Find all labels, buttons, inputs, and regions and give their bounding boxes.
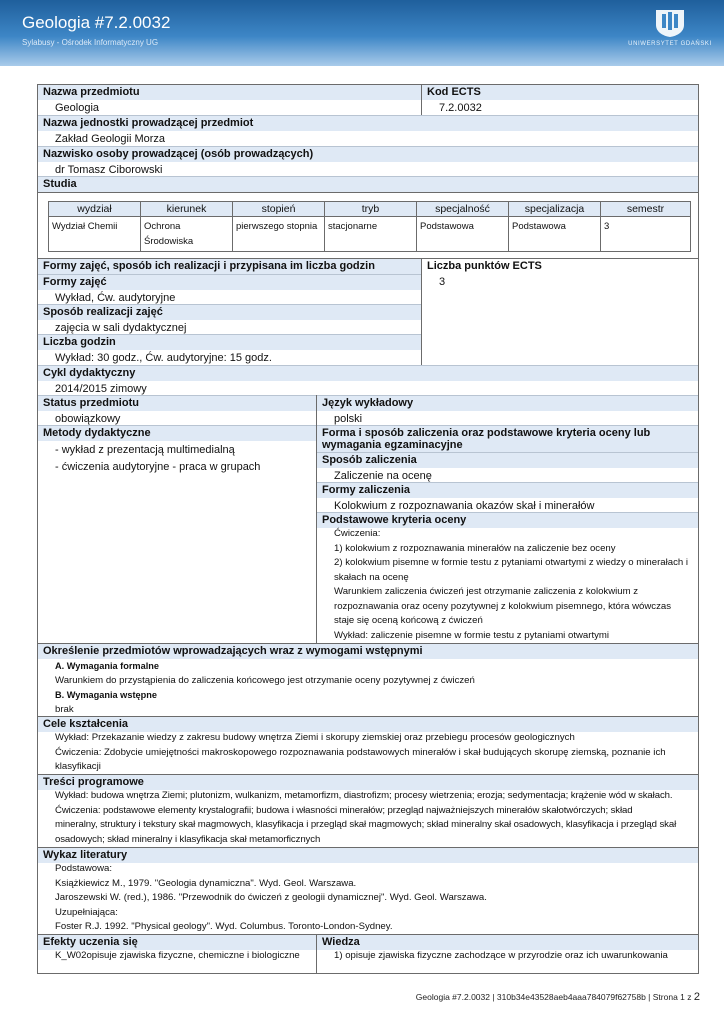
studia-field: Ochrona Środowiska [141, 217, 233, 252]
prerequisites-text [55, 659, 695, 717]
goals-text [55, 731, 695, 775]
assessment-label: Forma i sposób zaliczenia oraz podstawowe kryteria oceny lub wymagania egzaminacyjne [317, 425, 698, 452]
ects-code-label: Kod ECTS [422, 85, 698, 100]
studia-col-specialty: specjalność [417, 202, 509, 217]
literature-line: Jaroszewski W. (red.), 1986. "Przewodnik do ćwiczeń z geologii dynamicznej". Wyd. Geol. Warszawa. [55, 892, 487, 903]
criteria-line: Wykład: zaliczenie pisemne w formie testu z pytaniami otwartymi [334, 629, 610, 641]
criteria-line: Warunkiem zaliczenia ćwiczeń jest otrzymanie zaliczenia z kolokwium z [334, 586, 639, 597]
studia-col-specialization: specjalizacja [509, 202, 601, 217]
literature-label: Wykaz literatury [38, 847, 698, 863]
syllabus-table [37, 84, 699, 974]
cycle-label: Cykl dydaktyczny [38, 365, 698, 381]
goals-line: klasyfikacji [55, 761, 101, 772]
methods-item: - ćwiczenia audytoryjne - praca w grupach [55, 461, 261, 473]
goals-line: Wykład: Przekazanie wiedzy z zakresu budowy wnętrza Ziemi i skorupy ziemskiej oraz przebiegu procesów geologicznych [55, 732, 575, 743]
unit-label: Nazwa jednostki prowadzącej przedmiot [38, 115, 698, 131]
status-label: Status przedmiotu [38, 395, 316, 411]
knowledge-label: Wiedza [317, 934, 698, 950]
studia-mode: stacjonarne [325, 217, 417, 252]
ects-points-value: 3 [439, 276, 446, 288]
content-line: osadowych; skład mineralny i klasyfikacja skał metamorficznych [55, 833, 321, 845]
literature-line: Książkiewicz M., 1979. "Geologia dynamiczna". Wyd. Geol. Warszawa. [55, 877, 357, 889]
criteria-line: skałach na ocenę [334, 571, 409, 583]
content-label: Treści programowe [38, 774, 698, 790]
studia-col-level: stopień [233, 202, 325, 217]
prerequisites-b-label: B. Wymagania wstępne [55, 690, 157, 700]
studia-specialization: Podstawowa [509, 217, 601, 252]
content-line: Wykład: budowa wnętrza Ziemi; plutonizm, wulkanizm, metamorfizm, diastrofizm; procesy wietrzenia; erozja; sedymentacja; krążenie wód w skałach. [55, 790, 673, 801]
literature-text [55, 862, 695, 935]
studia-table [48, 201, 691, 252]
studia-col-mode: tryb [325, 202, 417, 217]
lecturer-label: Nazwisko osoby prowadzącej (osób prowadzących) [38, 146, 698, 162]
criteria-line: staje się oceną końcową z ćwiczeń [334, 615, 483, 626]
criteria-line: 1) kolokwium z rozpoznawania minerałów na zaliczenie bez oceny [334, 542, 616, 554]
cycle-value: 2014/2015 zimowy [55, 383, 147, 395]
method-label: Sposób realizacji zajęć [38, 304, 421, 320]
outcomes-value: K_W02opisuje zjawiska fizyczne, chemiczne i biologiczne [55, 950, 300, 961]
forms-section-label: Formy zajęć, sposób ich realizacji i przypisana im liczba godzin [38, 259, 421, 274]
ects-code-value: 7.2.0032 [439, 102, 482, 114]
literature-line: Foster R.J. 1992. "Physical geology". Wyd. Columbus. Toronto-London-Sydney. [55, 921, 393, 932]
hours-value: Wykład: 30 godz., Ćw. audytoryjne: 15 godz. [55, 352, 272, 364]
content-text [55, 789, 695, 847]
goals-line: Ćwiczenia: Zdobycie umiejętności makroskopowego rozpoznawania podstawowych minerałów i skał budujących skorupę ziemską, poznanie ich [55, 746, 666, 758]
goals-label: Cele kształcenia [38, 716, 698, 732]
knowledge-value: 1) opisuje zjawiska fizyczne zachodzące w przyrodzie oraz ich uwarunkowania [334, 950, 668, 961]
methods-item: - wykład z prezentacją multimedialną [55, 444, 235, 456]
studia-col-faculty: wydział [49, 202, 141, 217]
studia-col-field: kierunek [141, 202, 233, 217]
page-header [0, 0, 724, 66]
subject-label: Nazwa przedmiotu [38, 85, 421, 100]
criteria-line: 2) kolokwium pisemne w formie testu z pytaniami otwartymi z wiedzy o minerałach i [334, 557, 689, 568]
prerequisites-a-value: Warunkiem do przystąpienia do zaliczenia końcowego jest otrzymanie oceny pozytywnej z ćwiczeń [55, 674, 475, 686]
literature-line: Podstawowa: [55, 863, 113, 874]
assessment-mode-value: Zaliczenie na ocenę [334, 470, 432, 482]
university-crest-icon [653, 8, 687, 38]
hours-label: Liczba godzin [38, 334, 421, 350]
page-title: Geologia #7.2.0032 [22, 13, 171, 32]
unit-value: Zakład Geologii Morza [55, 133, 166, 145]
criteria-line: rozpoznawania oraz oceny pozytywnej z kolokwium pisemnego, która wówczas [334, 600, 672, 612]
footer-total-pages: 2 [693, 991, 700, 1003]
studia-level: pierwszego stopnia [233, 217, 325, 252]
forms-label: Formy zajęć [38, 274, 421, 290]
assessment-forms-label: Formy zaliczenia [317, 482, 698, 498]
assessment-mode-label: Sposób zaliczenia [317, 452, 698, 468]
criteria-text [334, 527, 698, 643]
literature-line: Uzupełniająca: [55, 906, 118, 918]
outcomes-label: Efekty uczenia się [38, 934, 316, 950]
language-label: Język wykładowy [317, 395, 698, 411]
studia-label: Studia [38, 176, 698, 192]
subject-value: Geologia [55, 102, 100, 114]
university-logo [628, 8, 712, 52]
method-value: zajęcia w sali dydaktycznej [55, 322, 187, 334]
criteria-line: Ćwiczenia: [334, 528, 381, 539]
status-value: obowiązkowy [55, 413, 121, 425]
page-footer [416, 991, 700, 1003]
forms-value: Wykład, Ćw. audytoryjne [55, 292, 176, 304]
language-value: polski [334, 413, 363, 425]
footer-text: Geologia #7.2.0032 | 310b34e43528aeb4aaa784079f62758b | Strona 1 z [415, 992, 692, 1002]
lecturer-value: dr Tomasz Ciborowski [55, 164, 163, 176]
methods-list [55, 442, 313, 476]
studia-col-semester: semestr [601, 202, 691, 217]
ects-points-label: Liczba punktów ECTS [422, 259, 698, 274]
prerequisites-a-label: A. Wymagania formalne [55, 661, 159, 671]
methods-label: Metody dydaktyczne [38, 425, 316, 441]
studia-faculty: Wydział Chemii [49, 217, 141, 252]
prerequisites-label: Określenie przedmiotów wprowadzających wraz z wymogami wstępnymi [38, 643, 698, 659]
criteria-label: Podstawowe kryteria oceny [317, 512, 698, 528]
studia-specialty: Podstawowa [417, 217, 509, 252]
assessment-forms-value: Kolokwium z rozpoznawania okazów skał i minerałów [334, 500, 595, 512]
content-line: Ćwiczenia: podstawowe elementy krystalografii; budowa i własności minerałów; przegląd najważniejszych minerałów skałotwórczych; skład [55, 804, 633, 816]
studia-semester: 3 [601, 217, 691, 252]
prerequisites-b-value: brak [55, 703, 74, 715]
logo-text: UNIWERSYTET GDAŃSKI [628, 41, 712, 47]
page-subtitle: Sylabusy - Ośrodek Informatyczny UG [22, 38, 159, 47]
content-line: mineralny, struktury i tekstury skał magmowych, klasyfikacja i przegląd skał magmowych; skład mineralny skał osadowych, klasyfikacja i przegląd skał [55, 819, 677, 830]
